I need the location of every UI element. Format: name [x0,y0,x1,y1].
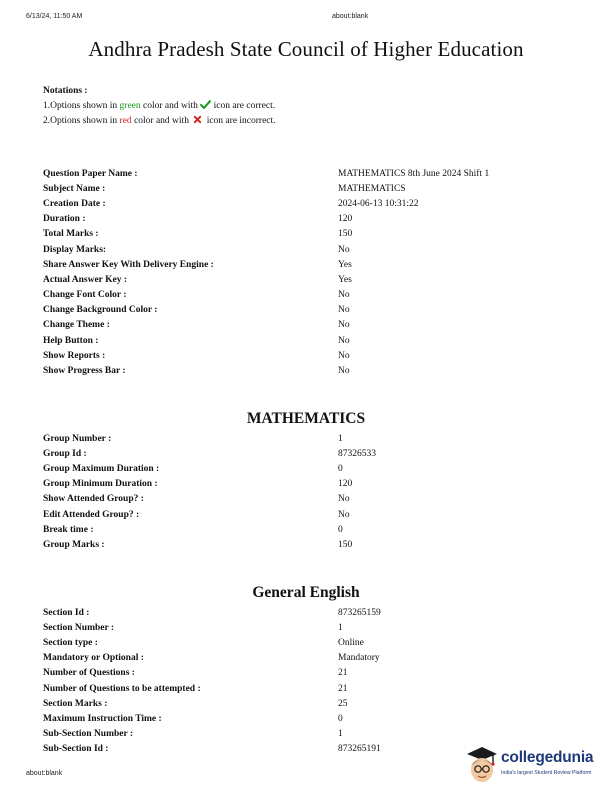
section-info-row-key: Maximum Instruction Time : [43,713,162,724]
section-info-table [43,605,381,757]
paper-info-row [43,196,489,211]
paper-info-row [43,348,489,363]
paper-info-row [43,318,489,333]
paper-info-row-key: Duration : [43,214,86,225]
paper-info-row-key: Creation Date : [43,198,106,209]
print-url: about:blank [332,13,369,20]
brand-tagline: India's largest Student Review Platform [501,770,592,776]
paper-info-row-value: Yes [338,274,352,285]
print-footer-url: about:blank [26,770,63,777]
notation-text: icon are correct. [211,101,276,111]
section-info-row-key: Section Marks : [43,698,108,709]
section-info-row-key: Number of Questions to be attempted : [43,683,201,694]
group-info-row-value: 120 [338,479,353,490]
section-info-row-value: 21 [338,683,348,694]
section-info-row-key: Section Number : [43,622,115,633]
section-info-row [43,681,381,696]
section-info-row-value: 1 [338,729,343,740]
section-info-row-key: Sub-Section Id : [43,744,109,755]
paper-info-row [43,333,489,348]
section-info-row-value: Mandatory [338,653,380,664]
paper-info-row [43,242,489,257]
group-info-row [43,537,376,552]
paper-info-row [43,303,489,318]
section-info-row [43,727,381,742]
paper-info-row-key: Total Marks : [43,229,99,240]
check-icon [200,100,211,109]
section-info-row-value: Online [338,637,364,648]
green-word: green [119,101,141,111]
group-info-row [43,492,376,507]
paper-info-row-value: No [338,320,350,331]
group-info-row [43,477,376,492]
section-info-row [43,605,381,620]
section-info-row-value: 21 [338,668,348,679]
group-info-table [43,431,376,553]
group-info-row-value: No [338,494,350,505]
section-info-row-value: 25 [338,698,348,709]
group-info-row [43,431,376,446]
section-info-row-key: Section Id : [43,607,90,618]
paper-info-row-key: Subject Name : [43,183,106,194]
paper-info-row-key: Share Answer Key With Delivery Engine : [43,259,214,270]
paper-info-row-value: 120 [338,214,353,225]
paper-info-row-value: MATHEMATICS 8th June 2024 Shift 1 [338,168,490,179]
group-info-row-key: Group Marks : [43,539,105,550]
paper-info-row-value: MATHEMATICS [338,183,406,194]
group-info-row-value: 150 [338,539,353,550]
notation-line-incorrect [43,114,276,129]
paper-info-row-key: Change Background Color : [43,305,158,316]
paper-info-row-key: Question Paper Name : [43,168,138,179]
paper-info-row-key: Show Progress Bar : [43,366,126,377]
paper-info-row [43,227,489,242]
group-info-row-key: Break time : [43,524,94,535]
section-info-row-key: Number of Questions : [43,668,135,679]
group-info-row [43,507,376,522]
notation-text: color and with [131,116,192,126]
section-info-row [43,696,381,711]
paper-info-row-value: No [338,290,350,301]
group-info-row-value: 0 [338,524,343,535]
paper-info-table [43,166,489,379]
section-info-row [43,711,381,726]
group-heading: MATHEMATICS [246,410,366,427]
group-info-row-value: 1 [338,433,343,444]
group-info-row-key: Show Attended Group? : [43,494,144,505]
group-info-row-key: Group Minimum Duration : [43,479,158,490]
section-info-row-value: 873265159 [338,607,381,618]
section-info-row-value: 1 [338,622,343,633]
paper-info-row-key: Change Font Color : [43,290,127,301]
section-info-row [43,742,381,757]
paper-info-row-value: No [338,305,350,316]
notation-text: color and with [140,101,201,111]
section-info-row-value: 873265191 [338,744,381,755]
section-info-row [43,651,381,666]
group-info-row-value: 87326533 [338,448,376,459]
paper-info-row-value: Yes [338,259,352,270]
group-info-row-key: Group Number : [43,433,112,444]
group-info-row-key: Group Id : [43,448,87,459]
paper-info-row [43,272,489,287]
paper-info-row-value: No [338,350,350,361]
section-info-row [43,666,381,681]
paper-info-row [43,212,489,227]
red-word: red [119,116,132,126]
paper-info-row-value: 150 [338,229,353,240]
group-info-row-value: 0 [338,463,343,474]
section-info-row [43,620,381,635]
group-info-row [43,522,376,537]
paper-info-row-value: 2024-06-13 10:31:22 [338,198,419,209]
group-info-row-value: No [338,509,350,520]
paper-info-row-value: No [338,335,350,346]
section-info-row [43,635,381,650]
section-info-row-key: Mandatory or Optional : [43,653,144,664]
notation-line-correct [43,99,276,114]
section-info-row-key: Sub-Section Number : [43,729,134,740]
section-heading: General English [252,584,360,601]
paper-info-row-key: Display Marks: [43,244,107,255]
section-info-row-key: Section type : [43,637,98,648]
collegedunia-watermark [463,742,609,786]
paper-info-row [43,257,489,272]
group-info-row-key: Group Maximum Duration : [43,463,160,474]
paper-info-row [43,363,489,378]
paper-info-row [43,288,489,303]
group-info-row [43,446,376,461]
group-info-row-key: Edit Attended Group? : [43,509,140,520]
paper-info-row-key: Show Reports : [43,350,106,361]
notation-text: 2.Options shown in [43,116,120,126]
page-title: Andhra Pradesh State Council of Higher Education [88,37,524,61]
group-info-row [43,461,376,476]
notation-text: 1.Options shown in [43,101,120,111]
mascot-icon [463,742,501,786]
paper-info-row-value: No [338,244,350,255]
notations-block [43,84,276,129]
brand-name: collegedunia [501,749,594,766]
paper-info-row-key: Change Theme : [43,320,110,331]
cross-icon [193,115,202,124]
section-info-row-value: 0 [338,713,343,724]
paper-info-row [43,181,489,196]
paper-info-row-key: Help Button : [43,335,99,346]
notations-heading: Notations : [43,86,88,96]
paper-info-row-key: Actual Answer Key : [43,274,127,285]
paper-info-row [43,166,489,181]
notation-text: icon are incorrect. [204,116,276,126]
print-timestamp: 6/13/24, 11:50 AM [26,13,83,20]
paper-info-row-value: No [338,366,350,377]
